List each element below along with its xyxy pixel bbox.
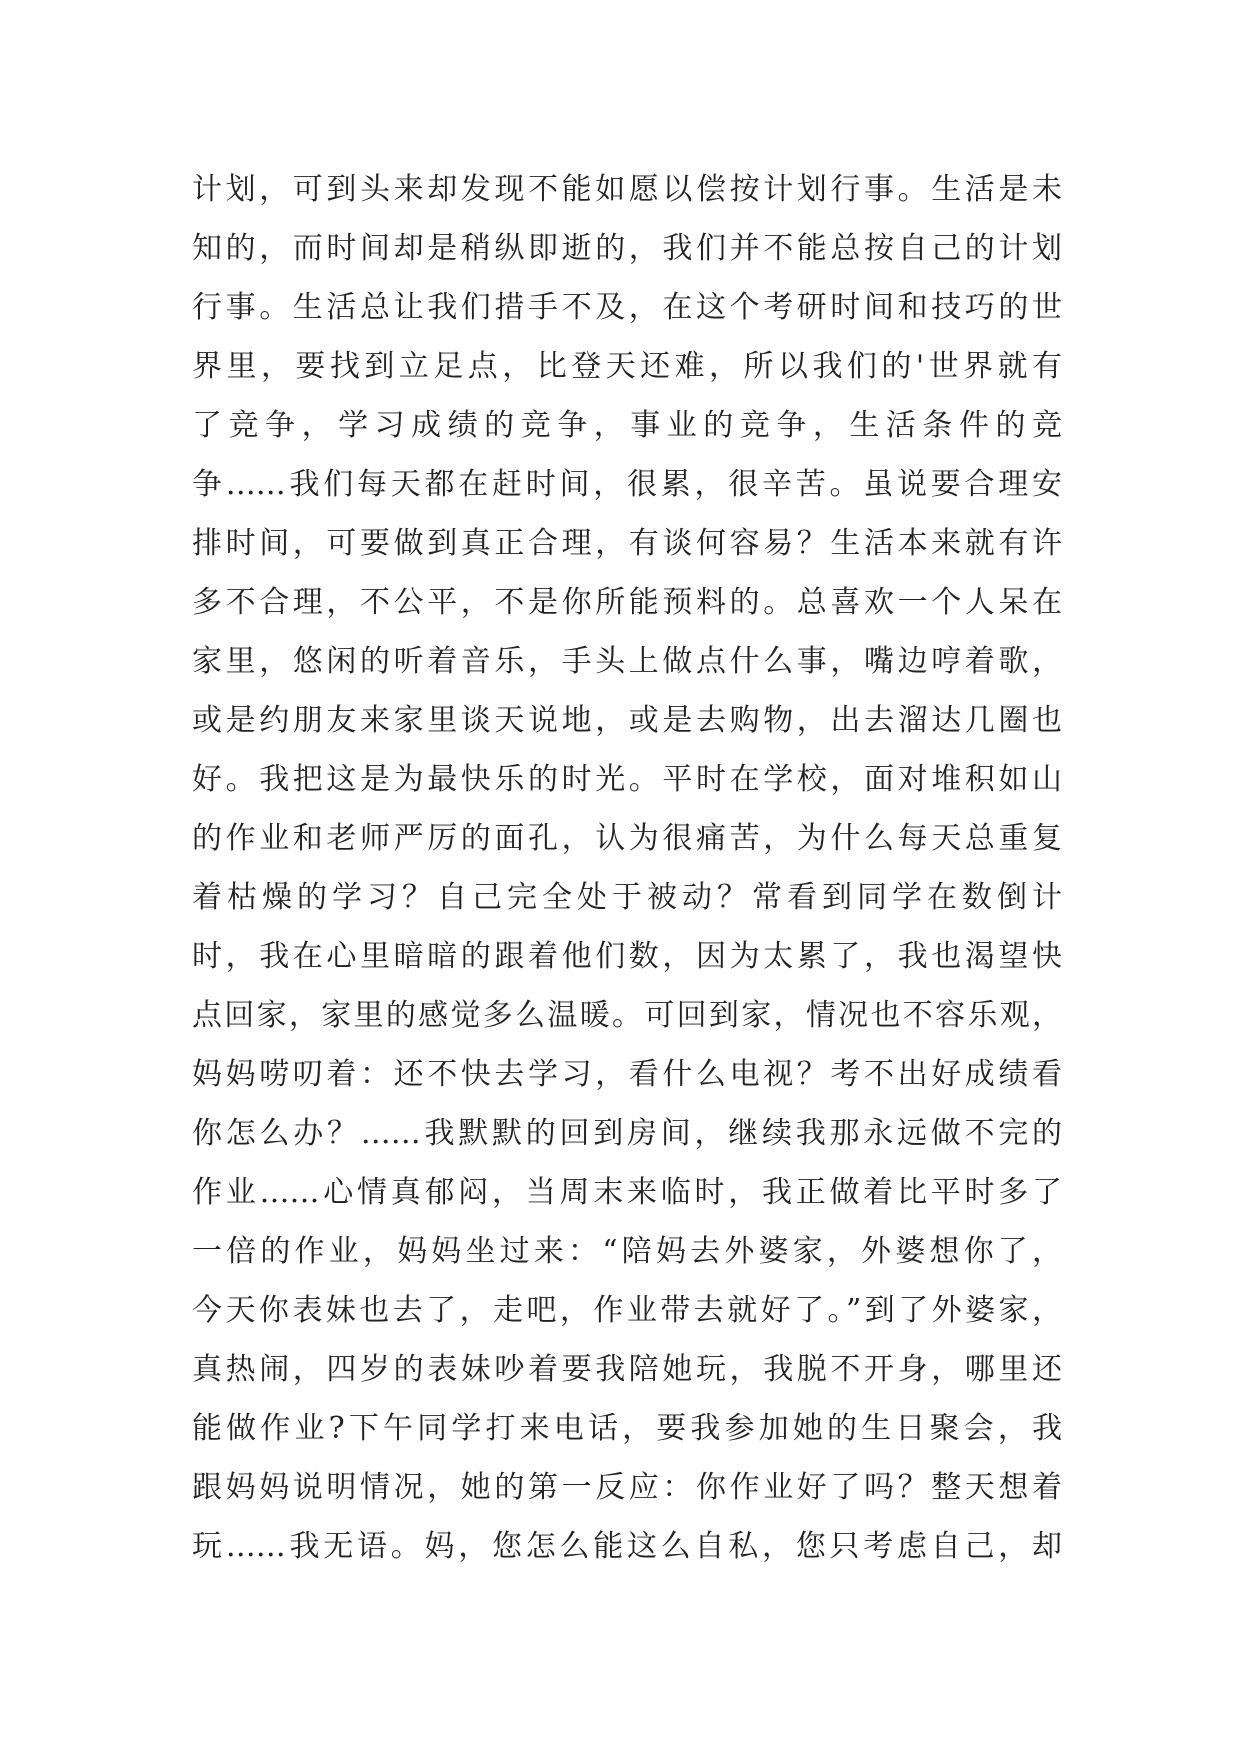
text-line: 跟妈妈说明情况，她的第一反应：你作业好了吗？整天想着	[192, 1470, 1062, 1505]
text-line: 作业……心情真郁闷，当周末来临时，我正做着比平时多了	[192, 1175, 1062, 1210]
text-line: 真热闹，四岁的表妹吵着要我陪她玩，我脱不开身，哪里还	[192, 1352, 1062, 1387]
text-line: 争……我们每天都在赶时间，很累，很辛苦。虽说要合理安	[192, 467, 1062, 502]
text-line: 能做作业?下午同学打来电话，要我参加她的生日聚会，我	[192, 1411, 1062, 1446]
text-line: 了竞争，学习成绩的竞争，事业的竞争，生活条件的竞	[192, 408, 1062, 443]
text-line: 知的，而时间却是稍纵即逝的，我们并不能总按自己的计划	[192, 231, 1062, 266]
text-line: 点回家，家里的感觉多么温暖。可回到家，情况也不容乐观，	[192, 998, 1062, 1033]
text-line: 多不合理，不公平，不是你所能预料的。总喜欢一个人呆在	[192, 585, 1062, 620]
text-line: 的作业和老师严厉的面孔，认为很痛苦，为什么每天总重复	[192, 821, 1062, 856]
text-line: 你怎么办？……我默默的回到房间，继续我那永远做不完的	[192, 1116, 1062, 1151]
body-text	[192, 160, 1062, 1576]
text-line: 好。我把这是为最快乐的时光。平时在学校，面对堆积如山	[192, 762, 1062, 797]
text-line: 时，我在心里暗暗的跟着他们数，因为太累了，我也渴望快	[192, 939, 1062, 974]
text-line: 玩……我无语。妈，您怎么能这么自私，您只考虑自己，却	[192, 1529, 1062, 1564]
text-line: 今天你表妹也去了，走吧，作业带去就好了。”到了外婆家，	[192, 1293, 1062, 1328]
text-line: 或是约朋友来家里谈天说地，或是去购物，出去溜达几圈也	[192, 703, 1062, 738]
text-line: 计划，可到头来却发现不能如愿以偿按计划行事。生活是未	[192, 172, 1062, 207]
text-line: 行事。生活总让我们措手不及，在这个考研时间和技巧的世	[192, 290, 1062, 325]
text-line: 着枯燥的学习？自己完全处于被动？常看到同学在数倒计	[192, 880, 1062, 915]
text-line: 排时间，可要做到真正合理，有谈何容易？生活本来就有许	[192, 526, 1062, 561]
text-line: 一倍的作业，妈妈坐过来：“陪妈去外婆家，外婆想你了，	[192, 1234, 1062, 1269]
text-line: 界里，要找到立足点，比登天还难，所以我们的'世界就有	[192, 349, 1062, 384]
text-line: 家里，悠闲的听着音乐，手头上做点什么事，嘴边哼着歌，	[192, 644, 1062, 679]
text-line: 妈妈唠叨着：还不快去学习，看什么电视？考不出好成绩看	[192, 1057, 1062, 1092]
